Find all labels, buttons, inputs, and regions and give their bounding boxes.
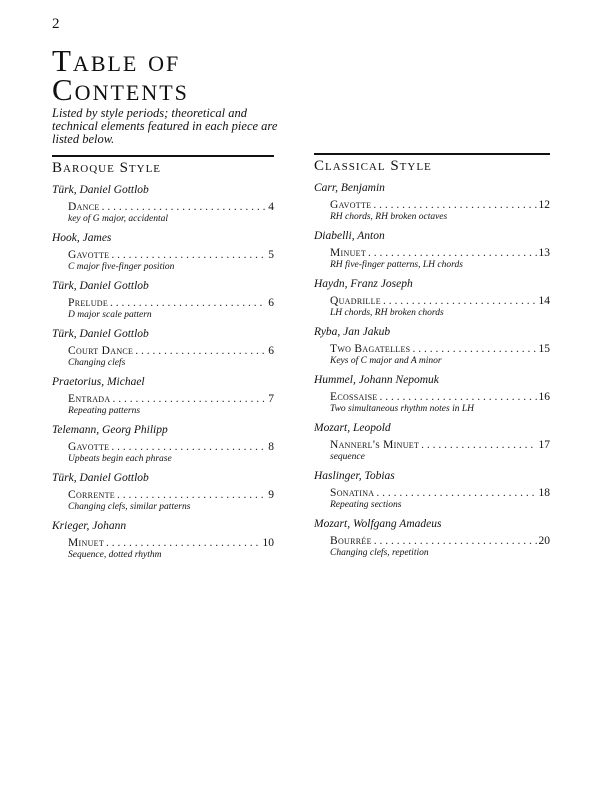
dot-leader <box>412 342 536 356</box>
piece-title: Minuet <box>68 537 105 549</box>
piece-description: Keys of C major and A minor <box>330 356 442 366</box>
dot-leader <box>111 440 266 454</box>
page-ref: 8 <box>268 441 274 453</box>
dot-leader <box>111 248 266 262</box>
toc-entry <box>52 375 274 417</box>
composer-name: Praetorius, Michael <box>52 376 145 388</box>
composer-name: Haslinger, Tobias <box>314 470 395 482</box>
classical-entries <box>314 181 550 559</box>
piece-title: Ecossaise <box>330 391 378 403</box>
piece-title: Gavotte <box>68 441 110 453</box>
toc-piece-line[interactable] <box>330 294 550 308</box>
toc-piece-line[interactable] <box>330 486 550 500</box>
toc-entry <box>52 279 274 321</box>
piece-title: Gavotte <box>68 249 110 261</box>
composer-name: Hummel, Johann Nepomuk <box>314 374 439 386</box>
page-ref: 10 <box>262 537 274 549</box>
piece-title: Court Dance <box>68 345 134 357</box>
page-ref: 5 <box>268 249 274 261</box>
composer-name: Krieger, Johann <box>52 520 127 532</box>
page-title <box>52 43 189 107</box>
toc-entry <box>52 327 274 369</box>
toc-entry <box>52 423 274 465</box>
dot-leader <box>102 200 267 214</box>
toc-piece-line[interactable] <box>330 198 550 212</box>
piece-title: Sonatina <box>330 487 375 499</box>
dot-leader <box>135 344 266 358</box>
page-ref: 4 <box>268 201 274 213</box>
toc-piece-line[interactable] <box>68 536 274 550</box>
piece-description: Sequence, dotted rhythm <box>68 550 162 560</box>
toc-piece-line[interactable] <box>68 200 274 214</box>
baroque-entries <box>52 183 274 561</box>
dot-leader <box>383 294 537 308</box>
dot-leader <box>117 488 266 502</box>
page-ref: 9 <box>268 489 274 501</box>
title-line-1: Table of <box>52 43 181 78</box>
toc-entry <box>52 183 274 225</box>
piece-description: LH chords, RH broken chords <box>330 308 444 318</box>
toc-piece-line[interactable] <box>68 488 274 502</box>
classical-heading: Classical Style <box>314 158 432 174</box>
piece-description: RH chords, RH broken octaves <box>330 212 448 222</box>
dot-leader <box>421 438 536 452</box>
piece-description: Changing clefs, similar patterns <box>68 502 191 512</box>
piece-description: C major five-finger position <box>68 262 175 272</box>
dot-leader <box>112 392 266 406</box>
piece-title: Bourrée <box>330 535 372 547</box>
dot-leader <box>374 534 537 548</box>
page-ref: 6 <box>268 345 274 357</box>
piece-title: Corrente <box>68 489 115 501</box>
toc-entry <box>52 519 274 561</box>
baroque-column <box>52 155 274 563</box>
toc-piece-line[interactable] <box>68 392 274 406</box>
classical-rule <box>314 153 550 155</box>
classical-column <box>314 153 550 561</box>
toc-entry <box>52 231 274 273</box>
page-ref: 18 <box>538 487 550 499</box>
page-ref: 20 <box>538 535 550 547</box>
composer-name: Haydn, Franz Joseph <box>314 278 413 290</box>
toc-piece-line[interactable] <box>68 440 274 454</box>
page-ref: 7 <box>268 393 274 405</box>
title-line-2: Contents <box>52 72 189 107</box>
subtitle: Listed by style periods; theoretical and technical elements featured in each piece are listed below. <box>52 106 278 146</box>
piece-description: Repeating sections <box>330 500 402 510</box>
page-ref: 16 <box>538 391 550 403</box>
page-ref: 12 <box>538 199 550 211</box>
page-ref: 13 <box>538 247 550 259</box>
piece-title: Nannerl's Minuet <box>330 439 420 451</box>
piece-title: Entrada <box>68 393 111 405</box>
toc-piece-line[interactable] <box>330 438 550 452</box>
page-number: 2 <box>52 16 60 32</box>
dot-leader <box>106 536 260 550</box>
piece-description: Upbeats begin each phrase <box>68 454 172 464</box>
piece-title: Quadrille <box>330 295 381 307</box>
composer-name: Türk, Daniel Gottlob <box>52 184 149 196</box>
piece-title: Gavotte <box>330 199 372 211</box>
dot-leader <box>373 198 536 212</box>
toc-entry <box>314 421 550 463</box>
baroque-heading: Baroque Style <box>52 160 162 176</box>
composer-name: Telemann, Georg Philipp <box>52 424 168 436</box>
page-ref: 6 <box>268 297 274 309</box>
piece-description: Repeating patterns <box>68 406 141 416</box>
toc-piece-line[interactable] <box>68 344 274 358</box>
composer-name: Türk, Daniel Gottlob <box>52 472 149 484</box>
piece-title: Minuet <box>330 247 367 259</box>
piece-description: Changing clefs <box>68 358 126 368</box>
composer-name: Mozart, Leopold <box>314 422 391 434</box>
piece-description: D major scale pattern <box>68 310 152 320</box>
toc-entry <box>314 517 550 559</box>
piece-description: Changing clefs, repetition <box>330 548 429 558</box>
toc-entry <box>314 181 550 223</box>
dot-leader <box>110 296 266 310</box>
toc-entry <box>314 277 550 319</box>
piece-title: Dance <box>68 201 100 213</box>
page-ref: 14 <box>538 295 550 307</box>
dot-leader <box>376 486 536 500</box>
piece-description: RH five-finger patterns, LH chords <box>330 260 463 270</box>
toc-piece-line[interactable] <box>68 248 274 262</box>
toc-entry <box>314 469 550 511</box>
composer-name: Carr, Benjamin <box>314 182 385 194</box>
dot-leader <box>368 246 536 260</box>
piece-title: Prelude <box>68 297 109 309</box>
toc-entry <box>314 229 550 271</box>
toc-entry <box>314 373 550 415</box>
composer-name: Diabelli, Anton <box>314 230 385 242</box>
toc-piece-line[interactable] <box>330 246 550 260</box>
toc-piece-line[interactable] <box>68 296 274 310</box>
piece-description: sequence <box>330 452 365 462</box>
page-ref: 17 <box>538 439 550 451</box>
toc-piece-line[interactable] <box>330 342 550 356</box>
composer-name: Türk, Daniel Gottlob <box>52 280 149 292</box>
toc-entry <box>314 325 550 367</box>
composer-name: Ryba, Jan Jakub <box>314 326 391 338</box>
composer-name: Hook, James <box>52 232 112 244</box>
baroque-rule <box>52 155 274 157</box>
composer-name: Mozart, Wolfgang Amadeus <box>314 518 442 530</box>
toc-piece-line[interactable] <box>330 534 550 548</box>
piece-title: Two Bagatelles <box>330 343 411 355</box>
dot-leader <box>380 390 537 404</box>
toc-entry <box>52 471 274 513</box>
piece-description: Two simultaneous rhythm notes in LH <box>330 404 475 414</box>
toc-piece-line[interactable] <box>330 390 550 404</box>
page-ref: 15 <box>538 343 550 355</box>
piece-description: key of G major, accidental <box>68 214 168 224</box>
composer-name: Türk, Daniel Gottlob <box>52 328 149 340</box>
